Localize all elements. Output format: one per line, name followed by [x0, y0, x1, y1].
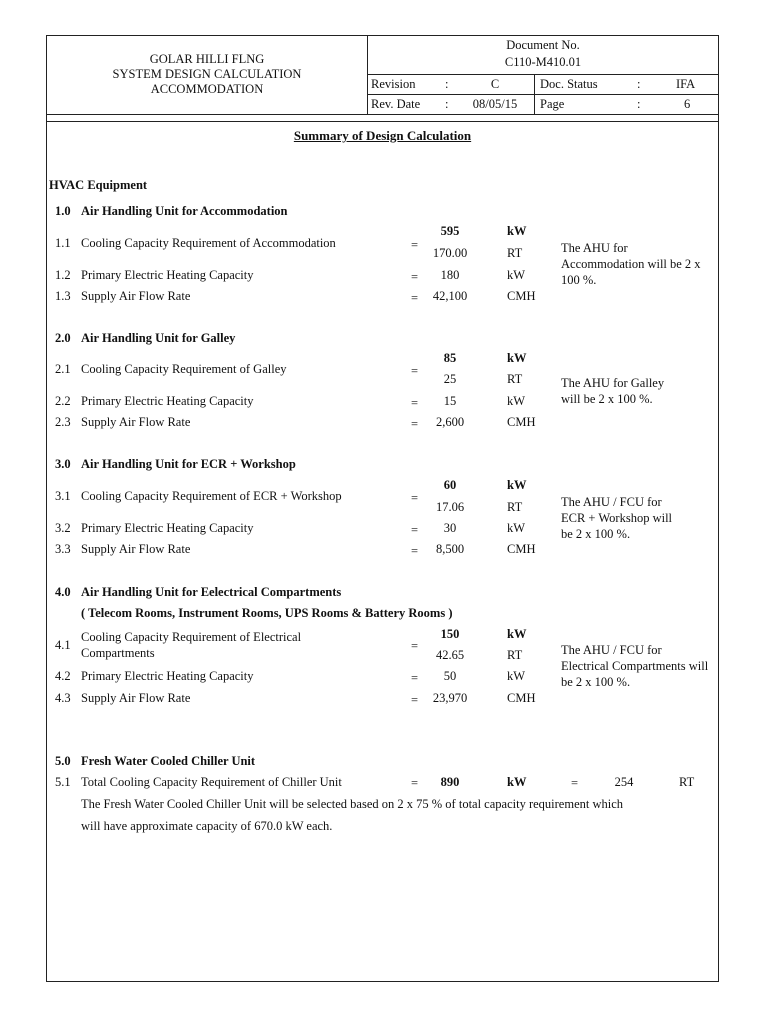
row-label: Cooling Capacity Requirement of ECR + Workshop: [81, 489, 342, 503]
cooling-kw-value: 150: [440, 627, 460, 641]
chiller-rt-value: 254: [614, 775, 634, 789]
row-number: 5.1: [55, 775, 71, 789]
row-value: 180: [440, 268, 460, 282]
rev-date-label: Rev. Date: [371, 97, 421, 111]
doc-status-value: IFA: [676, 77, 696, 91]
equals-sign: =: [411, 238, 419, 252]
doc-no-value: C110-M410.01: [504, 55, 582, 69]
row-unit: CMH: [507, 289, 536, 303]
row-number: 1.2: [55, 268, 71, 282]
cooling-rt-unit: RT: [507, 246, 523, 260]
row-value: 2,600: [435, 415, 465, 429]
summary-title: Summary of Design Calculation: [293, 128, 472, 143]
section-number: 5.0: [55, 754, 71, 768]
row-label: Total Cooling Capacity Requirement of Chiller Unit: [81, 775, 342, 789]
row-label-line-2: Compartments: [81, 646, 155, 660]
header-rule: [367, 74, 719, 75]
row-number: 3.1: [55, 489, 71, 503]
row-number: 2.1: [55, 362, 71, 376]
section-note: The AHU / FCU for Electrical Compartments will be 2 x 100 %.: [561, 643, 709, 689]
chiller-kw-value: 890: [440, 775, 460, 789]
equals-sign: =: [411, 639, 419, 653]
doc-status-label: Doc. Status: [540, 77, 598, 91]
section-title: Air Handling Unit for ECR + Workshop: [81, 457, 296, 471]
row-number: 3.2: [55, 521, 71, 535]
row-unit: kW: [507, 669, 526, 683]
cooling-rt-value: 25: [443, 372, 457, 386]
chiller-text-line-1: The Fresh Water Cooled Chiller Unit will be selected based on 2 x 75 % of total capacity requirement which: [81, 797, 624, 811]
equals-sign: =: [411, 491, 419, 505]
row-number: 4.2: [55, 669, 71, 683]
header-divider: [534, 74, 535, 114]
cooling-kw-value: 595: [440, 224, 460, 238]
rev-date-colon: :: [445, 97, 449, 111]
section-number: 3.0: [55, 457, 71, 471]
doc-no-label: Document No.: [506, 38, 580, 52]
row-value: 8,500: [435, 542, 465, 556]
doc-title-line-3: ACCOMMODATION: [150, 82, 264, 96]
section-title: Air Handling Unit for Accommodation: [81, 204, 288, 218]
section-number: 2.0: [55, 331, 71, 345]
equals-sign: =: [411, 270, 419, 284]
cooling-kw-unit: kW: [507, 224, 527, 238]
row-label: Supply Air Flow Rate: [81, 691, 191, 705]
row-label-line-1: Cooling Capacity Requirement of Electrical: [81, 630, 302, 644]
revision-value: C: [490, 77, 500, 91]
row-unit: CMH: [507, 691, 536, 705]
cooling-kw-value: 85: [443, 351, 457, 365]
cooling-kw-value: 60: [443, 478, 457, 492]
row-value: 15: [443, 394, 457, 408]
row-label: Supply Air Flow Rate: [81, 415, 191, 429]
section-note: The AHU / FCU for ECR + Workshop will be 2 x 100 %.: [561, 495, 673, 541]
section-heading: HVAC Equipment: [49, 178, 148, 192]
row-unit: kW: [507, 268, 526, 282]
row-number: 3.3: [55, 542, 71, 556]
equals-sign: =: [411, 671, 419, 685]
section-title: Fresh Water Cooled Chiller Unit: [81, 754, 256, 768]
cooling-rt-value: 17.06: [435, 500, 465, 514]
doc-status-colon: :: [637, 77, 641, 91]
header-bottom-rule: [46, 121, 719, 122]
row-label: Primary Electric Heating Capacity: [81, 394, 254, 408]
section-note: The AHU for Accommodation will be 2 x 100 %.: [561, 241, 701, 287]
row-label: Primary Electric Heating Capacity: [81, 669, 254, 683]
row-unit: kW: [507, 394, 526, 408]
equals-sign: =: [411, 291, 419, 305]
row-unit: CMH: [507, 415, 536, 429]
doc-title-line-2: SYSTEM DESIGN CALCULATION: [112, 67, 302, 81]
equals-sign: =: [411, 693, 419, 707]
row-value: 50: [443, 669, 457, 683]
section-note: The AHU for Galley will be 2 x 100 %.: [561, 376, 665, 406]
section-title: Air Handling Unit for Eelectrical Compartments: [81, 585, 342, 599]
equals-sign: =: [411, 523, 419, 537]
equals-sign: =: [411, 396, 419, 410]
row-label: Supply Air Flow Rate: [81, 542, 191, 556]
cooling-kw-unit: kW: [507, 478, 527, 492]
chiller-kw-unit: kW: [507, 775, 527, 789]
section-number: 4.0: [55, 585, 71, 599]
page-value: 6: [684, 97, 691, 111]
header-rule: [367, 94, 719, 95]
cooling-rt-value: 170.00: [432, 246, 468, 260]
cooling-kw-unit: kW: [507, 627, 527, 641]
row-label: Cooling Capacity Requirement of Accommodation: [81, 236, 336, 250]
equals-sign: =: [411, 364, 419, 378]
row-value: 30: [443, 521, 457, 535]
row-label: Cooling Capacity Requirement of Galley: [81, 362, 287, 376]
section-title: Air Handling Unit for Galley: [81, 331, 236, 345]
row-label: Supply Air Flow Rate: [81, 289, 191, 303]
cooling-rt-unit: RT: [507, 372, 523, 386]
equals-sign: =: [571, 776, 579, 790]
chiller-text-line-2: will have approximate capacity of 670.0 kW each.: [81, 819, 333, 833]
section-number: 1.0: [55, 204, 71, 218]
page-label: Page: [540, 97, 565, 111]
header-bottom-rule: [46, 114, 719, 115]
cooling-rt-unit: RT: [507, 648, 523, 662]
section-subtitle: ( Telecom Rooms, Instrument Rooms, UPS Rooms & Battery Rooms ): [81, 606, 453, 620]
cooling-rt-value: 42.65: [435, 648, 465, 662]
row-number: 1.3: [55, 289, 71, 303]
row-number: 2.2: [55, 394, 71, 408]
row-label: Primary Electric Heating Capacity: [81, 521, 254, 535]
revision-label: Revision: [371, 77, 416, 91]
row-number: 2.3: [55, 415, 71, 429]
equals-sign: =: [411, 417, 419, 431]
equals-sign: =: [411, 776, 419, 790]
chiller-rt-unit: RT: [679, 775, 695, 789]
cooling-rt-unit: RT: [507, 500, 523, 514]
row-number: 1.1: [55, 236, 71, 250]
revision-colon: :: [445, 77, 449, 91]
cooling-kw-unit: kW: [507, 351, 527, 365]
rev-date-value: 08/05/15: [472, 97, 518, 111]
row-label: Primary Electric Heating Capacity: [81, 268, 254, 282]
row-value: 23,970: [432, 691, 468, 705]
doc-title-line-1: GOLAR HILLI FLNG: [149, 52, 265, 66]
row-value: 42,100: [432, 289, 468, 303]
row-number: 4.3: [55, 691, 71, 705]
equals-sign: =: [411, 544, 419, 558]
row-unit: kW: [507, 521, 526, 535]
page-colon: :: [637, 97, 641, 111]
row-number: 4.1: [55, 638, 71, 652]
row-unit: CMH: [507, 542, 536, 556]
